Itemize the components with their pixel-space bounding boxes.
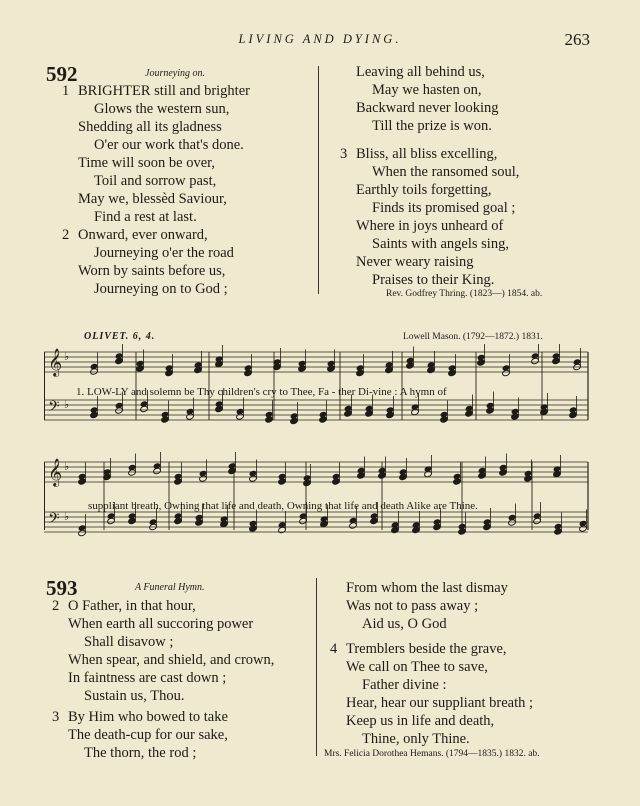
note-head [320,520,329,527]
note-head [244,369,253,376]
note-head [349,522,358,529]
note-head [228,467,237,474]
verse-text: O Father, in that hour, [68,598,196,614]
verse-text: Journeying on to God ; [94,281,228,297]
verse-text: May we hasten on, [372,82,482,98]
verse-line [52,708,228,726]
verse-line [62,280,250,298]
note-head [290,417,299,424]
hymn-592-column-2a [340,63,499,135]
verse-line [52,726,228,744]
note-head [249,525,258,532]
note-head [357,472,366,479]
note-head [215,360,224,367]
verse-line [52,615,274,633]
note-head [579,525,588,532]
verse-text: Keep us in life and death, [346,713,495,729]
verse-text: We call on Thee to save, [346,659,488,675]
note-head [128,517,137,524]
treble-clef-icon: 𝄞 [48,350,63,376]
verse-line [62,172,250,190]
verse-text: Journeying o'er the road [94,245,234,261]
note-head [424,470,433,477]
verse-text: Worn by saints before us, [78,263,226,279]
note-head [486,407,495,414]
verse-line [340,145,519,163]
note-head [115,407,124,414]
verse-text: Till the prize is won. [372,118,492,134]
verse-line [340,99,499,117]
note-head [186,413,195,420]
note-head [278,526,287,533]
hymn-592-column-1 [62,82,250,298]
note-head [327,365,336,372]
note-head [385,366,394,373]
verse-text: BRIGHTER still and brighter [78,83,250,99]
lyric-line-1: 1. LOW-LY and solemn be Thy children's cry to Thee, Fa - ther Di-vine : A hymn of [76,386,447,398]
note-head [174,478,183,485]
note-head [502,369,511,376]
lyric-line-2: suppliant breath, Owning that life and death, Owning that life and death Alike are Thine. [88,500,478,512]
verse-line [340,271,519,289]
verse-line [62,226,250,244]
verse-line [340,235,519,253]
note-head [128,469,137,476]
verse-text: Finds its promised goal ; [372,200,516,216]
note-head [533,517,542,524]
verse-number: 2 [62,227,70,243]
note-head [554,528,563,535]
verse-line [62,244,250,262]
note-head [356,369,365,376]
note-head [465,410,474,417]
bass-clef-icon: 𝄢 [48,510,60,530]
verse-line [330,658,533,676]
note-head [194,366,203,373]
verse-text: Leaving all behind us, [356,64,485,80]
verse-text: Backward never looking [356,100,499,116]
verse-number: 4 [330,641,338,657]
hymn-593-tune-title: A Funeral Hymn. [135,582,205,593]
verse-line [340,63,499,81]
note-head [440,416,449,423]
tune-name: OLIVET. 6, 4. [84,331,156,342]
verse-text: Thine, only Thine. [362,731,470,747]
note-head [406,362,415,369]
note-head [569,411,578,418]
note-head [78,478,87,485]
verse-line [340,117,499,135]
verse-text: Onward, ever onward, [78,227,208,243]
note-head [483,523,492,530]
note-head [552,357,561,364]
note-head [115,357,124,364]
verse-line [62,82,250,100]
verse-line [62,208,250,226]
verse-text: Father divine : [362,677,447,693]
verse-text: Aid us, O God [362,616,447,632]
verse-text: Hear, hear our suppliant breath ; [346,695,534,711]
note-head [249,475,258,482]
verse-text: Toil and sorrow past, [94,173,217,189]
treble-clef-icon: 𝄞 [48,460,63,486]
verse-text: May we, blessèd Saviour, [78,191,227,207]
note-head [298,365,307,372]
verse-text: Earthly toils forgetting, [356,182,492,198]
note-head [236,413,245,420]
bass-clef-icon: 𝄢 [48,398,60,418]
note-head [391,526,400,533]
flat-sign-icon: ♭ [64,511,70,523]
verse-line [62,100,250,118]
verse-line [330,694,533,712]
note-head [453,478,462,485]
note-head [553,470,562,477]
verse-line [62,154,250,172]
verse-text: Tremblers beside the grave, [346,641,507,657]
note-head [153,467,162,474]
verse-text: When earth all succoring power [68,616,254,632]
note-head [278,478,287,485]
note-head [90,411,99,418]
flat-sign-icon: ♭ [64,399,70,411]
note-head [303,479,312,486]
note-head [508,519,517,526]
hymn-593-number: 593 [46,576,78,600]
verse-text: From whom the last dismay [346,580,508,596]
hymn-592-attribution: Rev. Godfrey Thring. (1823—) 1854. ab. [386,289,543,299]
composer-attribution: Lowell Mason. (1792—1872.) 1831. [403,332,543,342]
note-head [78,529,87,536]
verse-text: The death-cup for our sake, [68,727,228,743]
verse-line [340,199,519,217]
verse-line [330,730,533,748]
note-head [386,411,395,418]
verse-line [330,640,533,658]
column-divider [318,66,319,294]
note-head [90,368,99,375]
verse-line [62,136,250,154]
hymn-593-column-1a [52,597,274,705]
note-head [477,359,486,366]
verse-text: When spear, and shield, and crown, [68,652,275,668]
hymn-592-tune-title: Journeying on. [145,68,205,79]
column-divider-593 [316,578,317,756]
note-head [427,366,436,373]
note-head [161,416,170,423]
verse-text: Praises to their King. [372,272,495,288]
flat-sign-icon: ♭ [64,461,70,473]
note-head [433,523,442,530]
flat-sign-icon: ♭ [64,351,70,363]
music-score [44,344,596,554]
verse-text: O'er our work that's done. [94,137,244,153]
verse-line [330,676,533,694]
verse-text: By Him who bowed to take [68,709,228,725]
verse-text: Sustain us, Thou. [84,688,185,704]
note-head [399,473,408,480]
verse-number: 2 [52,598,60,614]
verse-line [340,81,499,99]
page-number: 263 [564,30,590,49]
note-head [140,405,149,412]
verse-text: In faintness are cast down ; [68,670,227,686]
verse-line [340,217,519,235]
verse-line [52,687,274,705]
note-head [265,416,274,423]
verse-line [52,651,274,669]
verse-line [330,615,508,633]
note-head [215,405,224,412]
note-head [411,408,420,415]
note-head [174,517,183,524]
verse-text: Saints with angels sing, [372,236,509,252]
verse-text: Shedding all its gladness [78,119,222,135]
note-head [448,369,457,376]
verse-line [52,633,274,651]
note-head [370,517,379,524]
verse-text: Time will soon be over, [78,155,216,171]
verse-line [340,163,519,181]
verse-line [62,118,250,136]
note-head [344,410,353,417]
note-head [412,526,421,533]
verse-line [52,744,228,762]
verse-line [330,712,533,730]
note-head [199,475,208,482]
note-head [511,413,520,420]
verse-text: When the ransomed soul, [372,164,520,180]
hymn-592-number: 592 [46,62,78,86]
note-head [107,517,116,524]
note-head [524,475,533,482]
note-head [195,519,204,526]
verse-text: Glows the western sun, [94,101,230,117]
running-header: LIVING AND DYING. [238,32,402,46]
note-head [319,416,328,423]
verse-line [52,669,274,687]
hymn-593-column-2b [330,640,533,748]
verse-text: Was not to pass away ; [346,598,479,614]
hymn-593-column-1b [52,708,228,762]
verse-line [340,253,519,271]
verse-text: The thorn, the rod ; [84,745,197,761]
verse-text: Never weary raising [356,254,474,270]
verse-line [52,597,274,615]
note-head [458,528,467,535]
verse-number: 1 [62,83,70,99]
note-head [478,472,487,479]
verse-number: 3 [340,146,348,162]
note-head [540,408,549,415]
note-head [531,357,540,364]
note-head [136,365,145,372]
verse-line [330,579,508,597]
hymn-593-column-2a [330,579,508,633]
verse-text: Shall disavow ; [84,634,174,650]
note-head [165,369,174,376]
verse-line [62,190,250,208]
note-head [499,469,508,476]
note-head [332,478,341,485]
verse-line [340,181,519,199]
verse-line [330,597,508,615]
hymn-592-column-2b [340,145,519,289]
note-head [378,472,387,479]
verse-text: Bliss, all bliss excelling, [356,146,498,162]
verse-text: Find a rest at last. [94,209,197,225]
verse-number: 3 [52,709,60,725]
hymn-593-attribution: Mrs. Felicia Dorothea Hemans. (1794—1835.) 1832. ab. [324,749,540,759]
verse-line [62,262,250,280]
verse-text: Where in joys unheard of [356,218,504,234]
note-head [365,410,374,417]
note-head [220,520,229,527]
